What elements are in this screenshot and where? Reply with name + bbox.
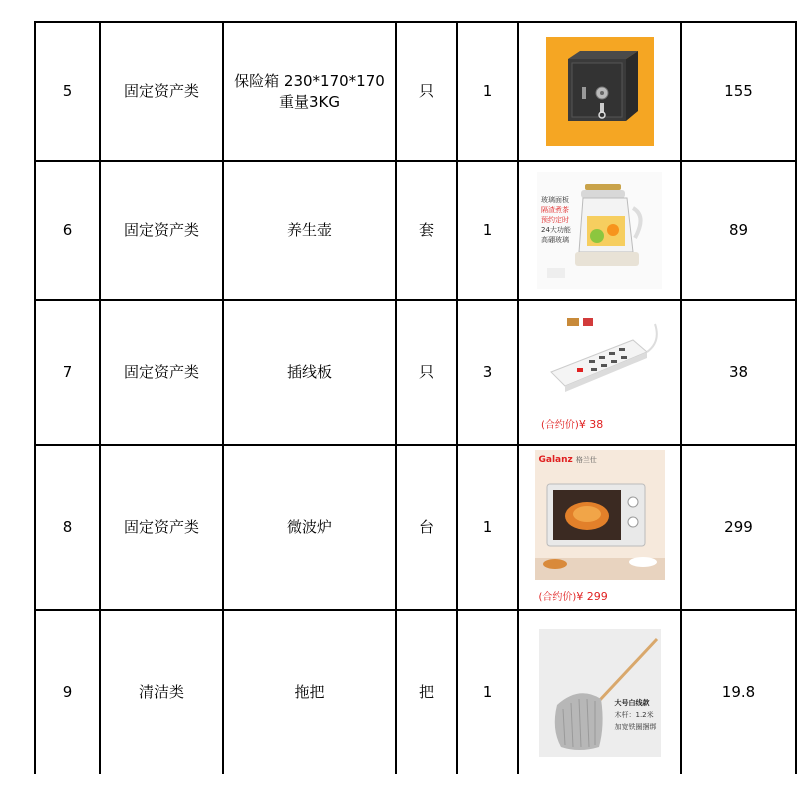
microwave-brand: Galanz 格兰仕 [538, 454, 597, 465]
image-cell [518, 300, 681, 445]
kettle-feature-1: 玻璃面板 [541, 196, 569, 204]
category-cell: 清洁类 [100, 610, 223, 774]
table-row [35, 22, 796, 161]
microwave-image [535, 450, 665, 606]
image-cell [518, 610, 681, 774]
item-name-cell: 养生壶 [223, 161, 396, 300]
category-cell: 固定资产类 [100, 161, 223, 300]
item-name-cell: 插线板 [223, 300, 396, 445]
item-table [34, 21, 797, 774]
microwave-price: (合约价)¥ 299 [538, 589, 608, 603]
quantity-cell: 1 [457, 161, 518, 300]
mop-feature-3: 加宽铁圈捆绑 [614, 722, 657, 731]
unit-cell: 套 [396, 161, 457, 300]
mop-image [539, 629, 661, 757]
index-cell: 7 [35, 300, 100, 445]
image-cell [518, 22, 681, 161]
index-cell: 9 [35, 610, 100, 774]
power-strip-price: (合约价)¥ 38 [541, 417, 604, 431]
quantity-cell: 1 [457, 445, 518, 610]
power-strip-image [537, 312, 662, 434]
table-row [35, 300, 796, 445]
price-cell: 38 [681, 300, 796, 445]
quantity-cell: 1 [457, 22, 518, 161]
index-cell: 8 [35, 445, 100, 610]
index-cell: 6 [35, 161, 100, 300]
price-cell: 89 [681, 161, 796, 300]
table-row [35, 610, 796, 774]
image-cell [518, 161, 681, 300]
unit-cell: 把 [396, 610, 457, 774]
kettle-feature-2: 隔渣煮茶 [541, 206, 569, 214]
quantity-cell: 3 [457, 300, 518, 445]
safe-image [546, 37, 654, 146]
unit-cell: 只 [396, 22, 457, 161]
item-name-cell: 拖把 [223, 610, 396, 774]
mop-feature-1: 大号白线款 [614, 698, 650, 707]
quantity-cell: 1 [457, 610, 518, 774]
unit-cell: 台 [396, 445, 457, 610]
category-cell: 固定资产类 [100, 22, 223, 161]
item-name-cell: 微波炉 [223, 445, 396, 610]
item-name-cell: 保险箱 230*170*170 重量3KG [223, 22, 396, 161]
price-cell: 19.8 [681, 610, 796, 774]
kettle-image [537, 172, 662, 289]
table-row [35, 161, 796, 300]
mop-feature-2: 木杆：1.2米 [614, 710, 654, 719]
price-cell: 155 [681, 22, 796, 161]
unit-cell: 只 [396, 300, 457, 445]
kettle-feature-4: 24大功能 [541, 226, 571, 234]
category-cell: 固定资产类 [100, 300, 223, 445]
image-cell [518, 445, 681, 610]
price-cell: 299 [681, 445, 796, 610]
kettle-feature-5: 高硼玻璃 [541, 236, 569, 244]
table-row [35, 445, 796, 610]
index-cell: 5 [35, 22, 100, 161]
kettle-feature-3: 预约定时 [541, 216, 569, 224]
category-cell: 固定资产类 [100, 445, 223, 610]
